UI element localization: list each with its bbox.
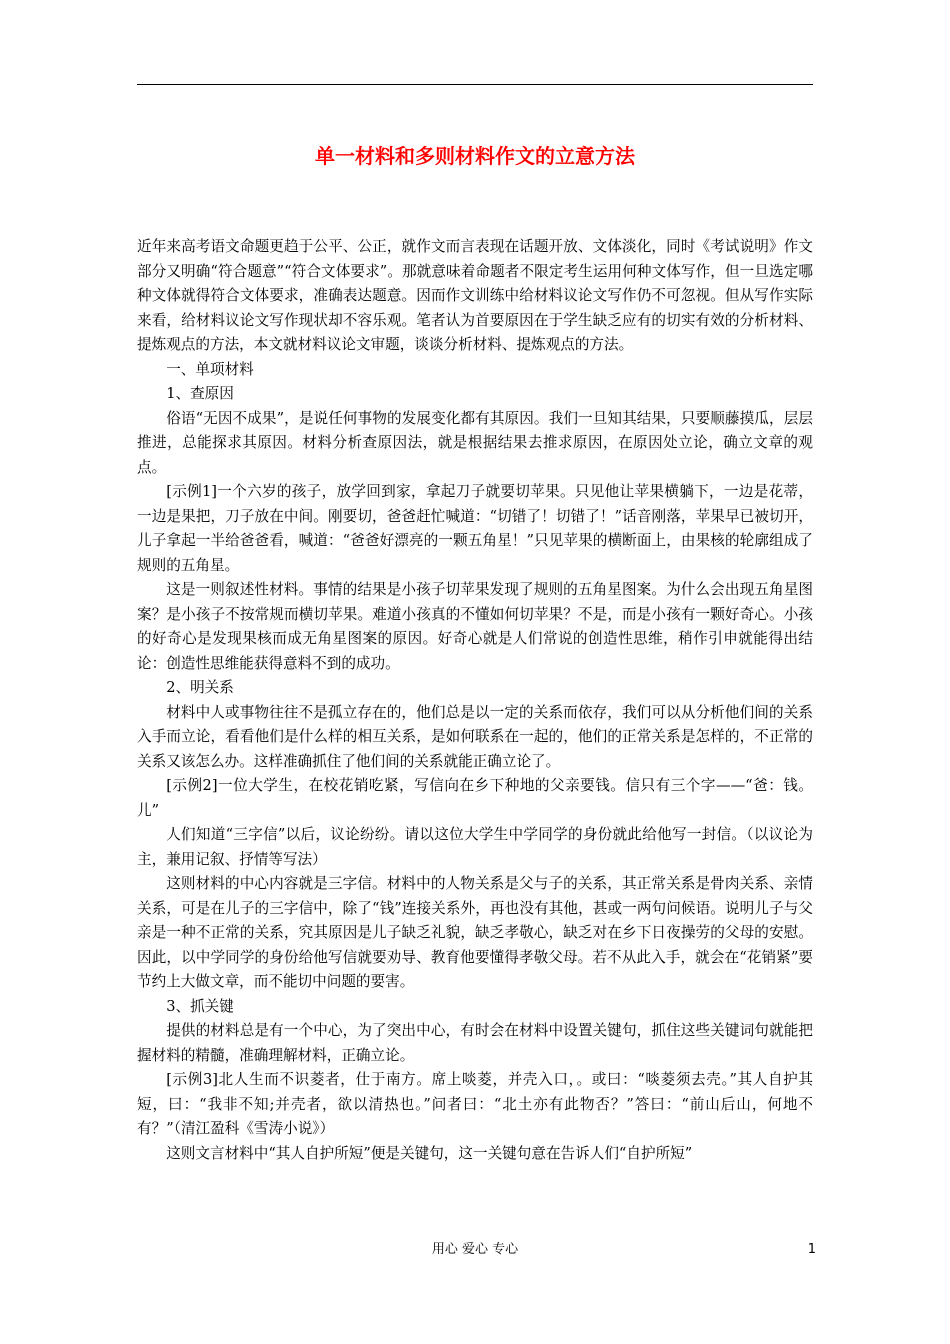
body-paragraph: 一、单项材料 xyxy=(166,360,254,378)
body-paragraph: 人们知道“三字信”以后，议论纷纷。请以这位大学生中学同学的身份就此给他写一封信。（以议论为主，兼用记叙、抒情等写法） xyxy=(137,826,813,868)
body-paragraph: 俗语“无因不成果”，是说任何事物的发展变化都有其原因。我们一旦知其结果，只要顺藤摸瓜，层层推进，总能探求其原因。材料分析查原因法，就是根据结果去推求原因，在原因处立论，确立文章的观点。 xyxy=(137,409,813,476)
body-paragraph: 材料中人或事物往往不是孤立存在的，他们总是以一定的关系而依存，我们可以从分析他们间的关系入手而立论，看看他们是什么样的相互关系，是如何联系在一起的，他们的正常关系是怎样的，不正常的关系又该怎么办。这样准确抓住了他们间的关系就能正确立论了。 xyxy=(137,703,813,770)
body-paragraph: 1、查原因 xyxy=(166,385,234,402)
body-paragraph: [示例1]一个六岁的孩子，放学回到家，拿起刀子就要切苹果。只见他让苹果横躺下，一边是花蒂，一边是果把，刀子放在中间。刚要切，爸爸赶忙喊道：“切错了！切错了！”话音刚落，苹果早已被切开，儿子拿起一半给爸爸看，喊道：“爸爸好漂亮的一颗五角星！”只见苹果的横断面上，由果核的轮廓组成了规则的五角星。 xyxy=(137,483,813,574)
body-paragraph: 3、抓关键 xyxy=(166,997,234,1015)
body-paragraph: 这则材料的中心内容就是三字信。材料中的人物关系是父与子的关系，其正常关系是骨肉关系、亲情关系，可是在儿子的三字信中，除了“钱”连接关系外，再也没有其他，甚或一两句问候语。说明儿子与父亲是一种不正常的关系，究其原因是儿子缺乏礼貌，缺乏孝敬心，缺乏对在乡下日夜操劳的父母的安慰。因此，以中学同学的身份给他写信就要劝导、教育他要懂得孝敬父母。若不从此入手，就会在“花销紧”要节约上大做文章，而不能切中问题的要害。 xyxy=(137,875,813,990)
footer-motto: 用心 爱心 专心 xyxy=(431,1242,519,1257)
body-paragraph: 这则文言材料中“其人自护所短”便是关键句，这一关键句意在告诉人们“自护所短” xyxy=(166,1144,693,1162)
body-paragraph: 2、明关系 xyxy=(166,679,234,696)
body-paragraph: 近年来高考语文命题更趋于公平、公正，就作文而言表现在话题开放、文体淡化，同时《考试说明》作文部分又明确“符合题意”“符合文体要求”。那就意味着命题者不限定考生运用何种文体写作，但一旦选定哪种文体就得符合文体要求，准确表达题意。因而作文训练中给材料议论文写作仍不可忽视。但从写作实际来看，给材料议论文写作现状却不容乐观。笔者认为首要原因在于学生缺乏应有的切实有效的分析材料、提炼观点的方法，本文就材料议论文审题，谈谈分析材料、提炼观点的方法。 xyxy=(137,238,813,353)
header-rule xyxy=(137,84,813,85)
body-paragraph: 这是一则叙述性材料。事情的结果是小孩子切苹果发现了规则的五角星图案。为什么会出现五角星图案？是小孩子不按常规而横切苹果。难道小孩真的不懂如何切苹果？不是，而是小孩有一颗好奇心。小孩的好奇心是发现果核而成无角星图案的原因。好奇心就是人们常说的创造性思维，稍作引申就能得出结论：创造性思维能获得意料不到的成功。 xyxy=(137,581,813,672)
document-title: 单一材料和多则材料作文的立意方法 xyxy=(315,144,635,168)
page-number: 1 xyxy=(807,1242,816,1257)
document-body xyxy=(137,235,813,1166)
body-paragraph: [示例2]一位大学生，在校花销吃紧，写信向在乡下种地的父亲要钱。信只有三个字——“爸：钱。儿” xyxy=(137,777,813,819)
body-paragraph: [示例3]北人生而不识菱者，仕于南方。席上啖菱，并壳入口，。或曰：“啖菱须去壳。”其人自护其短，曰：“我非不知;并壳者，欲以清热也。”问者曰：“北土亦有此物否？”答曰：“前山后山，何地不有？”（清江盈科《雪涛小说》） xyxy=(137,1071,813,1137)
body-paragraph: 提供的材料总是有一个中心，为了突出中心，有时会在材料中设置关键句，抓住这些关键词句就能把握材料的精髓，准确理解材料，正确立论。 xyxy=(137,1022,813,1064)
